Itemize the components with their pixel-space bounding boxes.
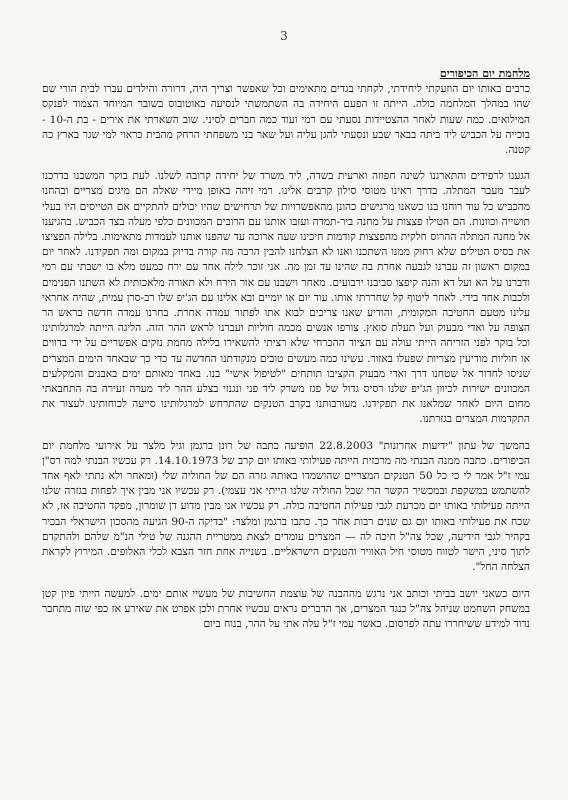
section-heading: מלחמת יום הכיפורים (439, 67, 530, 80)
paragraph-1: כרבים באותו יום הוזעקתי ליחידתי, לקחתי בגדים מתאימים וכל שאפשר וצריך היה, דרורה והילדים עברו לבית הורי שם שהו במהלך המלחמה כולה. הייתה זו הפעם היחידה בה השתמשתי לנסיעה באוטובוס בשובר המיוחד הצמוד לפנקס המילואים. כמה שעות לאחר ההצטיידות נסעתי עם רמי ועוד כמה חברים לסיני. שוב השארתי את אירים - בת ה-10 - בוכייה על הכביש ליד ביתה בבאר שבע ונסעתי להגן עליה ועל שאר בני משפחתי הרחק מהבית כראוי למי שגר בארץ כה קטנה. (42, 83, 530, 157)
paragraph-4: היום כשאני יושב בביתי וכותב אני נרגש מההבנה של עוצמת החשיבות של מעשיי אותם ימים. למעשה הייתי פיון קטן במשחק השחמט שניהל צה"ל כנגד המצרים, אך הדברים נראים עכשיו אחרת ולכן אפרט את שאירע אז כפי שזה מתחבר נדוד למידע ששיחררו עתה לפרסום. כאשר עמי ז"ל עלה אתי על ההר, בנוח ביום (42, 587, 530, 630)
paragraph-3: בהמשך של עתון "ידיעות אחרונות" 22.8.2003 הופיעה כתבה של רונן ברגמן וגיל מלצר על אירועי מלחמת יום הכיפורים. כתבה ממנה הבנתי מה מרכזית הייתה פעילותי באותו יום קרב של 14.10.1973. רק עכשיו הבנתי למה רס"ן עמי ז"ל אמר לי כי כל 50 הטנקים המצריים שהושמדו באותה גזרה הם של החוליה שלי (ומאחר ולא נתתי לאף אחד להשתמש במשקפת ובמכשיר הקשר הרי שכל החוליה שלנו הייתי אני עצמי). רק עכשיו אני מבין איך לפחות בגזרה שלנו הייתה פעילותי באותו יום מכרעת לגבי פעילות החטיבה כולה. רק עכשיו אני מבין מדוע דן שומרון, מפקד החטיבה אז, לא שכח את פעילותי באותו יום גם שנים רבות אחר כך. כתבו ברגמן ומלצר: "בדיקה ה-90 הגיעה מהסכון הישראלי הבכיר בקהיר לגבי הידיעה, שכל צה"ל חיכה לה — המצרים עומדים לצאת ממטריית ההגנה של טילי הנ"מ שלהם ולהתקדם לתוך סיני, הישר לטווח מטוסי חיל האוויר והטנקים הישראליים. בשנייה אחת חזר הצבא לכלי האלופים. המירוץ לקראת הצלחה החל". (42, 439, 531, 574)
paragraph-2: הגענו לרפידים והתארגנו לשינה חפוזה וארעית בשדה, ליד משרד של יחידה קרובה לשלנו. לעת בוקר המשכנו בדרכנו לעבר מעבר המתלה. בדרך ראינו מטוסי סילון קרבים אלינו. רמי זיהה באופן מיידי שאלה הם מיגים מצריים ובהחנו מהכביש כל עוד רוחנו בנו כשאנו מרגישים כהונן מהאפשרויות של תרחישים שהיו יכולים להתקיים אם הטייסים היו בעלי תושייה וכוונות. הם הטילו פצצות על מחנה ביר-תמדה ועזבו אותנו עם הרובים המכוונים כלפי מעלה בצד הכביש. בהגיענו אל מחנה המתלה ההרוס חלקית מהפצצות קודמות חיכינו שעה ארוכה עד שהפנו אותנו לעמדות מתאימות. בלילה הפציצו את בסיס הטילים שלא רחוק ממנו השתכנו ואנו לא הצלחנו להבין הרבה מה קורה בדיוק במקום ומה תפקידנו. לאחר יום במקום ראשון זה עברנו לגבעה אחרת בה שהינו עד זמן מה. אני זוכר לילה אחד עם ירח כמעט מלא בו ישבתי עם רמי ודברנו על הא ועל דא והנה קיפצו סביבנו ירבועים. מאחר וישבנו עם אור הירח ולא תאורה מלאכותית לא השתנו הפנימים ולכבות אחד בידי. לאחר ליטוף קל שחררתי אותו. עוד יום או יומיים ובא אלינו עם הג'יפ שלו רב-סרן עמית, שהיה אחראי עלינו מטעם החטיבה המקומית, והודיע שאנו צריכים לבוא אתו לפתור עמדה אחרת. בחרנו עמדה חדשה בראש הר הצופה על ואדי מבעוק ועל תעלת סואץ. צורפו אנשים מכמה חוליות ועברנו לראש ההר הזה. הליגה הייתה למרגלותינו וכל בוקר לפני הזריחה הייתי עולה עם הציוד ההכרחי שלא רציתי להשאירו בלילה מחמת נזקים אפשריים על ידי בדווים או חוליות מודיעין מצריות שפעלו באזור. עשינו כמה מעשים טובים מנקודתנו החדשה עד כדי כך שבאחד הימים המצרים שניסו לחדור אל שטחנו דרך ואדי מבעוק הקציבו תותחים "לטיפול אישי" בנו. באחד מאותם ימים באבנים והמקלעים המכוונים ישירות לכיוון הג'יפ שלנו רסיס גדול של פגז משרק ליד פני ונגנזי בצלע ההר ליד מערה זעירה בה התחבאתי מחום היום לאחר שמלאנו את תפקידנו. מעורבותנו בקרב הטנקים שהתרחש למרגלותינו סייעה לכוחותינו לעצור את התקדמות המצרים בגזרתנו. (42, 170, 530, 426)
page-number: 3 (280, 29, 288, 43)
document-body (42, 66, 530, 632)
